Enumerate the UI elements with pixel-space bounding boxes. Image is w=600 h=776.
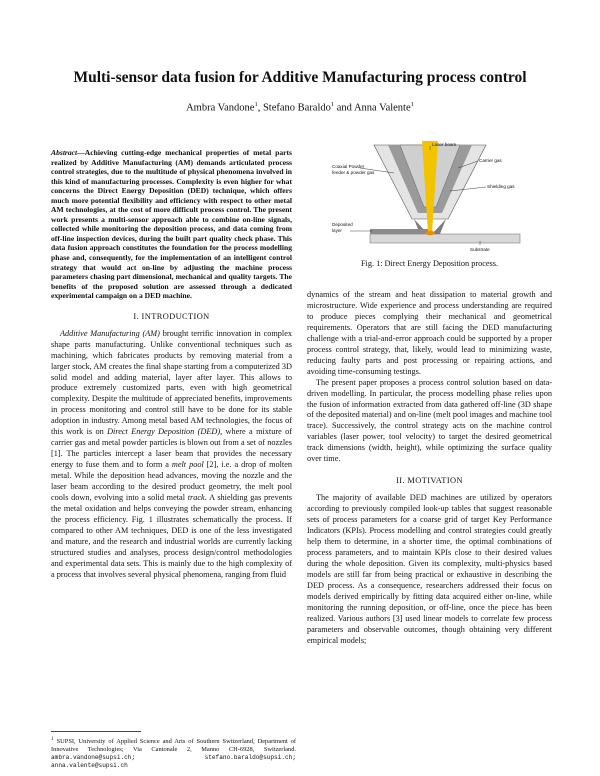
intro-paragraph	[51, 329, 292, 581]
abstract-text: —Achieving cutting-edge mechanical properties of metal parts realized by Additive Manufacturing (AM) demands articulated process control strategies, due to the multitude of physical phenomena involved in this kind of manufacturing processes. Complexity is even higher for what concerns the Direct Energy Deposition (DED) technique, which offers much more potential flexibility and efficiency with respect to other metal AM technologies, at the cost of more difficult process control. The present work presents a multi-sensor approach able to combine on-line signals, collected while monitoring the deposition process, and data coming from off-line inspection devices, during the built part quality check phase. This data fusion approach constitutes the foundation for the process modelling phase and, consequently, for the implementation of an intelligent control strategy that would act on-line by adjusting the machine process parameters chasing part dimensional, mechanical and quality targets. The benefits of the proposed solution are assessed through a dedicated experimental campaign on a DED machine.	[51, 148, 292, 301]
left-column	[51, 148, 292, 581]
label-powder-feeder: Coaxial Powder	[332, 164, 365, 169]
author-separator: ,	[257, 102, 263, 114]
author-name: Anna Valente	[353, 102, 411, 114]
affiliation-mark: 1	[330, 101, 335, 108]
ded-process-figure	[330, 141, 530, 253]
affiliation-mark: 1	[254, 101, 258, 108]
melt-pool	[425, 231, 435, 235]
footnote-rule	[51, 731, 141, 732]
section-heading-introduction: I. INTRODUCTION	[133, 311, 210, 321]
author-list	[0, 101, 600, 114]
abstract-lead: Abstract	[51, 148, 78, 157]
footnote	[51, 735, 296, 771]
abstract	[51, 148, 292, 301]
intro-paragraph-continued: dynamics of the stream and heat dissipation to material growth and microstructure. Wide experience and process understanding are required to produce pieces complying their mechanical and geometrical requirements. Operators that are still facing the DED manufacturing challenge with a trial-and-error approach could be supported by a proper process control strategy, that, likely, would lead to minimizing waste, reducing faulty parts and post processing or repairing actions, and avoiding time-consuming testings.	[307, 290, 552, 376]
author-separator: and	[334, 102, 354, 114]
footnote-text: SUPSI, University of Applied Science and Arts of Southern Switzerland, Department of Innovative Technologies; Via Cantonale 2, Manno CH-6928, Switzerland.	[51, 738, 296, 754]
term-track: track	[187, 493, 205, 502]
figure-caption: Fig. 1: Direct Energy Deposition process.	[360, 259, 499, 268]
author-name: Ambra Vandone	[186, 102, 255, 114]
label-deposited: Deposited	[332, 222, 353, 227]
label-laser-beam: Laser beam	[432, 142, 457, 147]
term-melt-pool: melt pool	[171, 460, 204, 470]
text-run: , where a mixture of carrier gas and metal powder particles is blown out from a set of nozzles [1]. The particles intercept a laser beam that provides the necessary energy to fuse them and to form a	[51, 427, 292, 470]
label-layer: layer	[332, 228, 342, 233]
label-shielding-gas: Shielding gas	[487, 184, 515, 189]
deposited-layer	[370, 229, 428, 234]
author-name: Stefano Baraldo	[262, 102, 331, 114]
text-run: [2], i.e. a drop of molten metal. While the deposition head advances, moving the nozzle and the laser beam according to the desired product geometry, the melt pool cools down, evolving into a solid metal	[51, 460, 292, 502]
right-column	[307, 290, 552, 647]
term-am: Additive Manufacturing (AM)	[60, 328, 160, 338]
motivation-paragraph: The majority of available DED machines are utilized by operators according to previously compiled look-up tables that suggest reasonable sets of process parameters for a coarse grid of target Key Performance Indicators (KPIs). Process modelling and control strategies could greatly help them to determine, in a shorter time, the optimal combinations of process parameters, and to maintain KPIs close to their desired values during the whole deposition. Given its complexity, multi-physics based models are still far from being practical or exhaustive in describing the DED process. As a consequence, researchers addressed their focus on models derived empirically by fitting data acquired either on-line, while monitoring the running deposition, or off-line, once the piece has been realized. Various authors [3] used linear models to correlate few process parameters and observable outcomes, though obtaining very different empirical models;	[307, 493, 552, 645]
text-run: . A shielding gas prevents the metal oxidation and helps conveying the powder stream, enhancing the process efficiency. Fig. 1 illustrates schematically the process. If compared to other AM techniques, DED is one of the less investigated and mature, and the research and industrial worlds are currently lacking structured studies and analyses, process design/control methodologies and experimental data sets. This is mainly due to the high complexity of a process that involves several physical phenomena, ranging from fluid	[51, 493, 293, 579]
substrate	[370, 234, 520, 243]
paper-title: Multi-sensor data fusion for Additive Manufacturing process control	[73, 69, 527, 86]
affiliation-mark: 1	[410, 101, 414, 108]
label-carrier-gas: Carrier gas	[479, 158, 502, 163]
section-heading-motivation: II. MOTIVATION	[396, 476, 463, 486]
term-ded: Direct Energy Deposition (DED)	[107, 427, 221, 437]
text-run: brought terrific innovation in complex shape parts manufacturing. Unlike conventional techniques such as machining, which fabricates products by removing material from a larger stock, AM creates the final shape starting from a computerized 3D solid model and adding material, layer after layer. This allows to produce extremely customized parts, even with high geometrical complexity. Despite the multitude of appreciated benefits, improvements in process monitoring and control still have to be done for its stable adoption in industry. Among metal based AM technologies, the focus of this work is on	[51, 328, 292, 437]
label-powder-gas: feeder & powder gas	[332, 170, 375, 175]
footnote-emails: ambra.vandone@supsi.ch; stefano.baraldo@supsi.ch; anna.valente@supsi.ch	[51, 754, 296, 770]
intro-paragraph-2: The present paper proposes a process control solution based on data-driven modelling. In particular, the process modelling phase relies upon the fusion of information extracted from data gathered off-line (3D shape of the deposited material) and on-line (melt pool images and machine tool trace). Successively, the control strategy acts on the machine control variables (laser power, tool velocity) to target the desired geometrical track dimensions (width, height), while optimizing the surface quality over time.	[307, 377, 552, 464]
label-substrate: Substrate	[470, 247, 490, 252]
footnote-mark: 1	[51, 736, 54, 742]
